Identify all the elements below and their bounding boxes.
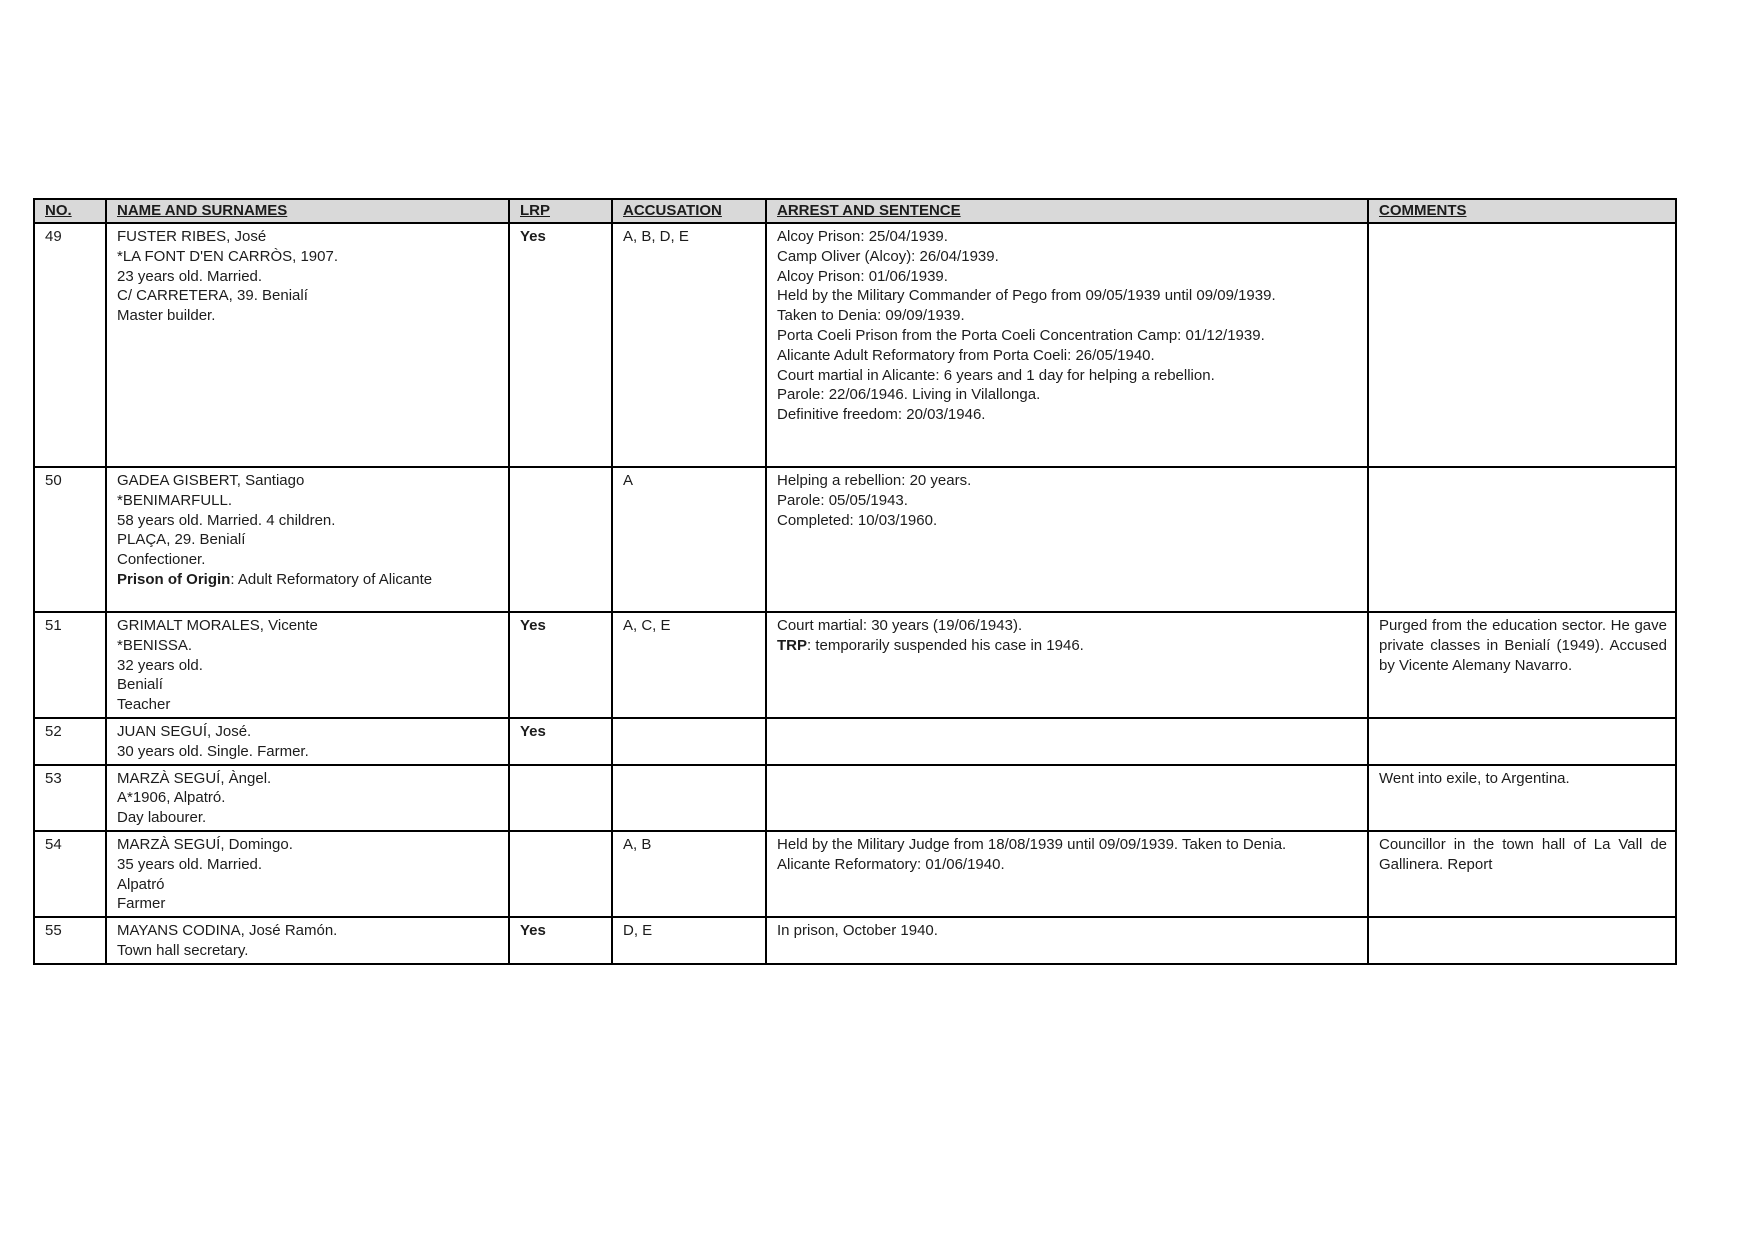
cell-accusation <box>612 718 766 765</box>
cell-line: In prison, October 1940. <box>777 922 938 940</box>
cell-line: Went into exile, to Argentina. <box>1379 769 1570 787</box>
table-row <box>34 223 1676 467</box>
cell-accusation: A, C, E <box>612 612 766 718</box>
cell-lrp <box>509 467 612 612</box>
cell-comments <box>1368 223 1676 467</box>
cell-line: Alicante Reformatory: 01/06/1940. <box>777 855 1005 873</box>
cell-accusation: D, E <box>612 917 766 964</box>
cell-comments <box>1368 467 1676 612</box>
cell-no: 55 <box>34 917 106 964</box>
cell-name <box>106 223 509 467</box>
cell-line: Confectioner. <box>117 551 206 569</box>
table-row <box>34 612 1676 718</box>
cell-line: 58 years old. Married. 4 children. <box>117 511 336 529</box>
cell-lrp: Yes <box>509 612 612 718</box>
header-no: NO. <box>34 199 106 223</box>
cell-no: 51 <box>34 612 106 718</box>
cell-line: Definitive freedom: 20/03/1946. <box>777 406 986 424</box>
cell-line: Court martial: 30 years (19/06/1943). <box>777 617 1023 634</box>
table-row <box>34 718 1676 765</box>
cell-line: FUSTER RIBES, José <box>117 228 267 245</box>
cell-comments <box>1368 765 1676 831</box>
table-row <box>34 917 1676 964</box>
cell-line: C/ CARRETERA, 39. Benialí <box>117 287 308 305</box>
cell-lrp: Yes <box>509 917 612 964</box>
cell-line: Porta Coeli Prison from the Porta Coeli Concentration Camp: 01/12/1939. <box>777 326 1265 344</box>
cell-line: MAYANS CODINA, José Ramón. <box>117 922 338 940</box>
table-row <box>34 831 1676 917</box>
cell-line: Benialí <box>117 676 163 694</box>
cell-accusation: A, B, D, E <box>612 223 766 467</box>
cell-lrp: Yes <box>509 223 612 467</box>
cell-name <box>106 831 509 917</box>
cell-line: 35 years old. Married. <box>117 855 263 873</box>
cell-lrp: Yes <box>509 718 612 765</box>
cell-no: 53 <box>34 765 106 831</box>
cell-accusation: A <box>612 467 766 612</box>
cell-line: Held by the Military Judge from 18/08/1939 until 09/09/1939. Taken to Denia. <box>777 835 1287 853</box>
header-row <box>34 199 1676 223</box>
header-lrp: LRP <box>509 199 612 223</box>
cell-line: Taken to Denia: 09/09/1939. <box>777 307 965 325</box>
cell-no: 52 <box>34 718 106 765</box>
cell-name <box>106 718 509 765</box>
cell-name <box>106 612 509 718</box>
cell-line: Prison of Origin: Adult Reformatory of Alicante <box>117 570 433 588</box>
cell-name <box>106 467 509 612</box>
cell-name <box>106 917 509 964</box>
cell-line: *LA FONT D'EN CARRÒS, 1907. <box>117 247 338 265</box>
cell-line: Completed: 10/03/1960. <box>777 511 938 529</box>
cell-line: Camp Oliver (Alcoy): 26/04/1939. <box>777 247 999 265</box>
cell-arrest <box>766 718 1368 765</box>
table-row <box>34 765 1676 831</box>
cell-line: A*1906, Alpatró. <box>117 789 226 807</box>
cell-no: 50 <box>34 467 106 612</box>
cell-line: Held by the Military Commander of Pego from 09/05/1939 until 09/09/1939. <box>777 287 1276 305</box>
cell-comments <box>1368 917 1676 964</box>
cell-name <box>106 765 509 831</box>
cell-line: TRP: temporarily suspended his case in 1946. <box>777 636 1084 654</box>
header-arrest: ARREST AND SENTENCE <box>766 199 1368 223</box>
cell-line: Court martial in Alicante: 6 years and 1 day for helping a rebellion. <box>777 366 1215 384</box>
cell-lrp <box>509 765 612 831</box>
cell-line: Alcoy Prison: 25/04/1939. <box>777 228 948 245</box>
table-header <box>34 199 1676 223</box>
cell-arrest <box>766 612 1368 718</box>
cell-comments <box>1368 718 1676 765</box>
cell-line: Master builder. <box>117 307 216 325</box>
cell-line: PLAÇA, 29. Benialí <box>117 531 246 549</box>
cell-arrest <box>766 765 1368 831</box>
cell-no: 54 <box>34 831 106 917</box>
header-comments: COMMENTS <box>1368 199 1676 223</box>
cell-lrp <box>509 831 612 917</box>
cell-arrest <box>766 831 1368 917</box>
cell-arrest <box>766 917 1368 964</box>
cell-line: Teacher <box>117 696 171 714</box>
cell-line: Parole: 05/05/1943. <box>777 491 908 509</box>
cell-line: GRIMALT MORALES, Vicente <box>117 617 318 634</box>
cell-line: *BENIMARFULL. <box>117 491 233 509</box>
cell-line: Councillor in the town hall of La Vall de Gallinera. Report <box>1379 835 1667 873</box>
cell-arrest <box>766 223 1368 467</box>
cell-line: Alpatró <box>117 875 165 893</box>
cell-line: Day labourer. <box>117 809 207 827</box>
cell-comments <box>1368 831 1676 917</box>
header-accusation: ACCUSATION <box>612 199 766 223</box>
cell-no: 49 <box>34 223 106 467</box>
cell-line: Alicante Adult Reformatory from Porta Coeli: 26/05/1940. <box>777 346 1155 364</box>
cell-line: 30 years old. Single. Farmer. <box>117 742 309 760</box>
header-name: NAME AND SURNAMES <box>106 199 509 223</box>
cell-line: Alcoy Prison: 01/06/1939. <box>777 267 948 285</box>
table-row <box>34 467 1676 612</box>
cell-comments <box>1368 612 1676 718</box>
cell-arrest <box>766 467 1368 612</box>
table-body <box>34 223 1676 964</box>
cell-line: *BENISSA. <box>117 636 193 654</box>
cell-line: MARZÀ SEGUÍ, Àngel. <box>117 769 272 787</box>
cell-accusation <box>612 765 766 831</box>
cell-line: Helping a rebellion: 20 years. <box>777 472 972 489</box>
cell-line: Town hall secretary. <box>117 941 249 959</box>
cell-line: Purged from the education sector. He gave private classes in Benialí (1949). Accused by Vicente Alemany Navarro. <box>1379 617 1667 674</box>
cell-line: GADEA GISBERT, Santiago <box>117 472 305 489</box>
cell-line: Farmer <box>117 895 166 913</box>
cell-line: JUAN SEGUÍ, José. <box>117 722 252 740</box>
cell-line: 23 years old. Married. <box>117 267 263 285</box>
cell-line: 32 years old. <box>117 656 203 674</box>
cell-line: Parole: 22/06/1946. Living in Vilallonga. <box>777 386 1041 404</box>
cell-accusation: A, B <box>612 831 766 917</box>
records-table <box>33 198 1677 965</box>
cell-line: MARZÀ SEGUÍ, Domingo. <box>117 835 293 853</box>
